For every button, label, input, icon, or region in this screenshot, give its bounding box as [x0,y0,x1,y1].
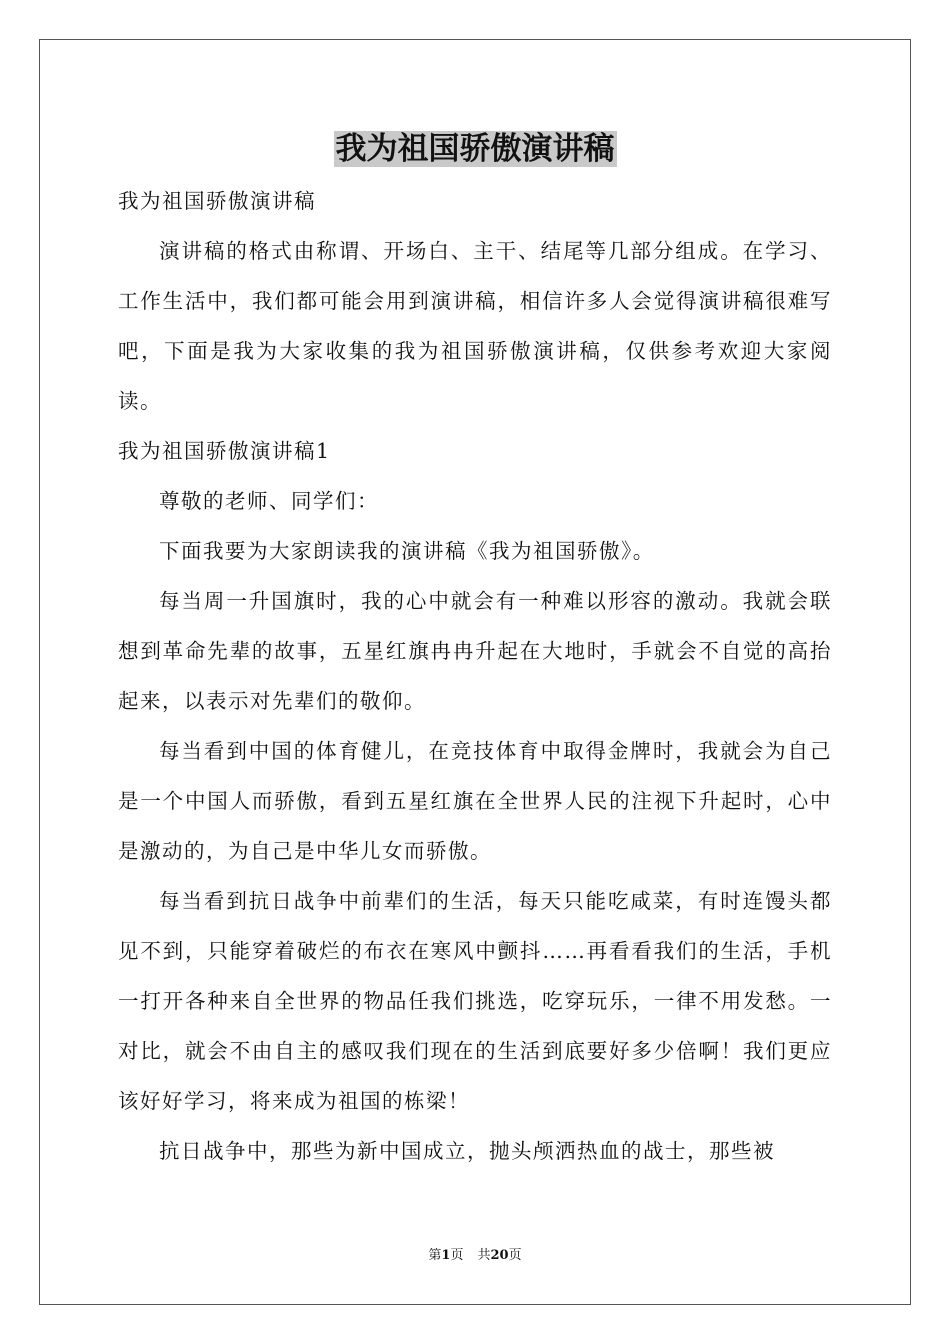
body-paragraph: 每当看到中国的体育健儿，在竞技体育中取得金牌时，我就会为自己是一个中国人而骄傲，看到五星红旗在全世界人民的注视下升起时，心中是激动的，为自己是中华儿女而骄傲。 [118,739,832,863]
page-prefix: 第 [428,1248,442,1263]
total-suffix: 页 [508,1248,522,1263]
total-prefix: 共 [477,1248,491,1263]
page-suffix: 页 [450,1248,464,1263]
body-paragraph: 抗日战争中，那些为新中国成立，抛头颅洒热血的战士，那些被 [159,1139,775,1163]
page-number: 1 [441,1248,451,1263]
document-title-text: 我为祖国骄傲演讲稿 [335,131,615,167]
salutation-paragraph: 尊敬的老师、同学们： [159,489,379,513]
subtitle-line: 我为祖国骄傲演讲稿 [118,189,316,213]
body-paragraph: 下面我要为大家朗读我的演讲稿《我为祖国骄傲》。 [159,539,655,563]
document-title [0,126,950,172]
section-heading: 我为祖国骄傲演讲稿1 [118,439,331,463]
total-pages: 20 [490,1248,509,1263]
body-paragraph: 每当看到抗日战争中前辈们的生活，每天只能吃咸菜，有时连馒头都见不到，只能穿着破烂的布衣在寒风中颤抖……再看看我们的生活，手机一打开各种来自全世界的物品任我们挑选，吃穿玩乐，一律不用发愁。一对比，就会不由自主的感叹我们现在的生活到底要好多少倍啊！我们更应该好好学习，将来成为祖国的栋梁！ [118,889,832,1113]
document-body [118,176,832,1176]
body-paragraph: 每当周一升国旗时，我的心中就会有一种难以形容的激动。我就会联想到革命先辈的故事，五星红旗冉冉升起在大地时，手就会不自觉的高抬起来，以表示对先辈们的敬仰。 [118,589,832,713]
intro-paragraph: 演讲稿的格式由称谓、开场白、主干、结尾等几部分组成。在学习、工作生活中，我们都可能会用到演讲稿，相信许多人会觉得演讲稿很难写吧，下面是我为大家收集的我为祖国骄傲演讲稿，仅供参考欢迎大家阅读。 [118,239,832,413]
page-footer [0,1246,950,1266]
